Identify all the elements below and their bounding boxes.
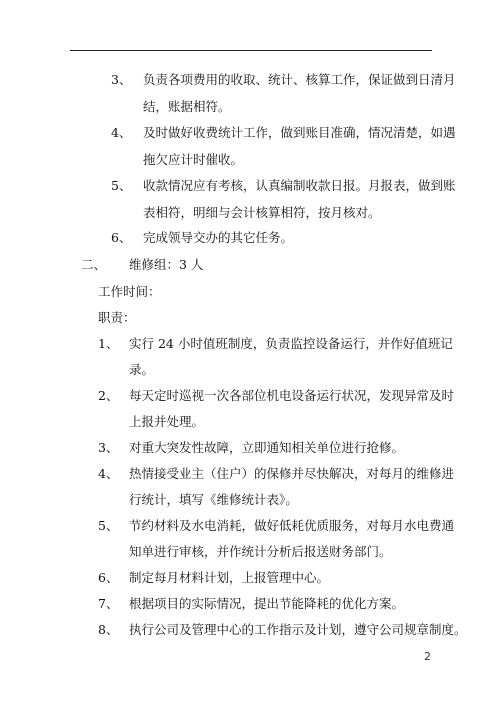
- list-item-text: 结，账据相符。: [143, 99, 231, 114]
- list-item-text: 知单进行审核，并作统计分析后报送财务部门。: [129, 544, 392, 559]
- list-item-text: 热情接受业主（住户）的保修并尽快解决，对每月的维修进: [129, 466, 455, 481]
- list-item-text: 实行 24 小时值班制度，负责监控设备运行，并作好值班记: [129, 336, 453, 351]
- list-item-text: 收款情况应有考核，认真编制收款日报。月报表，做到账: [143, 178, 456, 193]
- list-item-text: 每天定时巡视一次各部位机电设备运行状况，发现异常及时: [129, 388, 455, 403]
- list-item-text: 节约材料及水电消耗，做好低耗优质服务，对每月水电费通: [129, 518, 455, 533]
- list-item-text: 拖欠应计时催收。: [143, 152, 244, 167]
- list-item-number: 5、: [111, 178, 132, 193]
- list-item-number: 5、: [98, 518, 119, 533]
- work-time-label: 工作时间：: [98, 284, 161, 299]
- page-number: 2: [424, 650, 431, 663]
- list-item-number: 6、: [111, 230, 132, 245]
- duties-label: 职责：: [98, 310, 136, 325]
- list-item-number: 3、: [111, 72, 132, 87]
- list-item-number: 4、: [98, 466, 119, 481]
- list-item-text: 上报并处理。: [129, 414, 205, 429]
- list-item-text: 表相符，明细与会计核算相符，按月核对。: [143, 205, 381, 220]
- list-item-text: 录。: [129, 362, 155, 377]
- list-item-number: 4、: [111, 125, 132, 140]
- list-item-number: 1、: [98, 336, 119, 351]
- list-item-number: 3、: [98, 440, 119, 455]
- list-item-text: 根据项目的实际情况，提出节能降耗的优化方案。: [129, 596, 405, 611]
- list-item-number: 7、: [98, 596, 119, 611]
- section-number: 二、: [81, 257, 107, 272]
- list-item-text: 对重大突发性故障，立即通知相关单位进行抢修。: [129, 440, 405, 455]
- list-item-text: 执行公司及管理中心的工作指示及计划，遵守公司规章制度。: [129, 622, 467, 637]
- list-item-number: 8、: [98, 622, 119, 637]
- header-rule: [70, 50, 432, 51]
- list-item-text: 行统计，填写《维修统计表》。: [129, 492, 298, 507]
- list-item-text: 制定每月材料计划，上报管理中心。: [129, 570, 330, 585]
- list-item-text: 完成领导交办的其它任务。: [143, 230, 294, 245]
- list-item-number: 2、: [98, 388, 119, 403]
- list-item-text: 及时做好收费统计工作，做到账目准确，情况清楚，如遇: [143, 125, 456, 140]
- list-item-number: 6、: [98, 570, 119, 585]
- section-title: 维修组：3 人: [129, 257, 204, 272]
- list-item-text: 负责各项费用的收取、统计、核算工作，保证做到日清月: [143, 72, 456, 87]
